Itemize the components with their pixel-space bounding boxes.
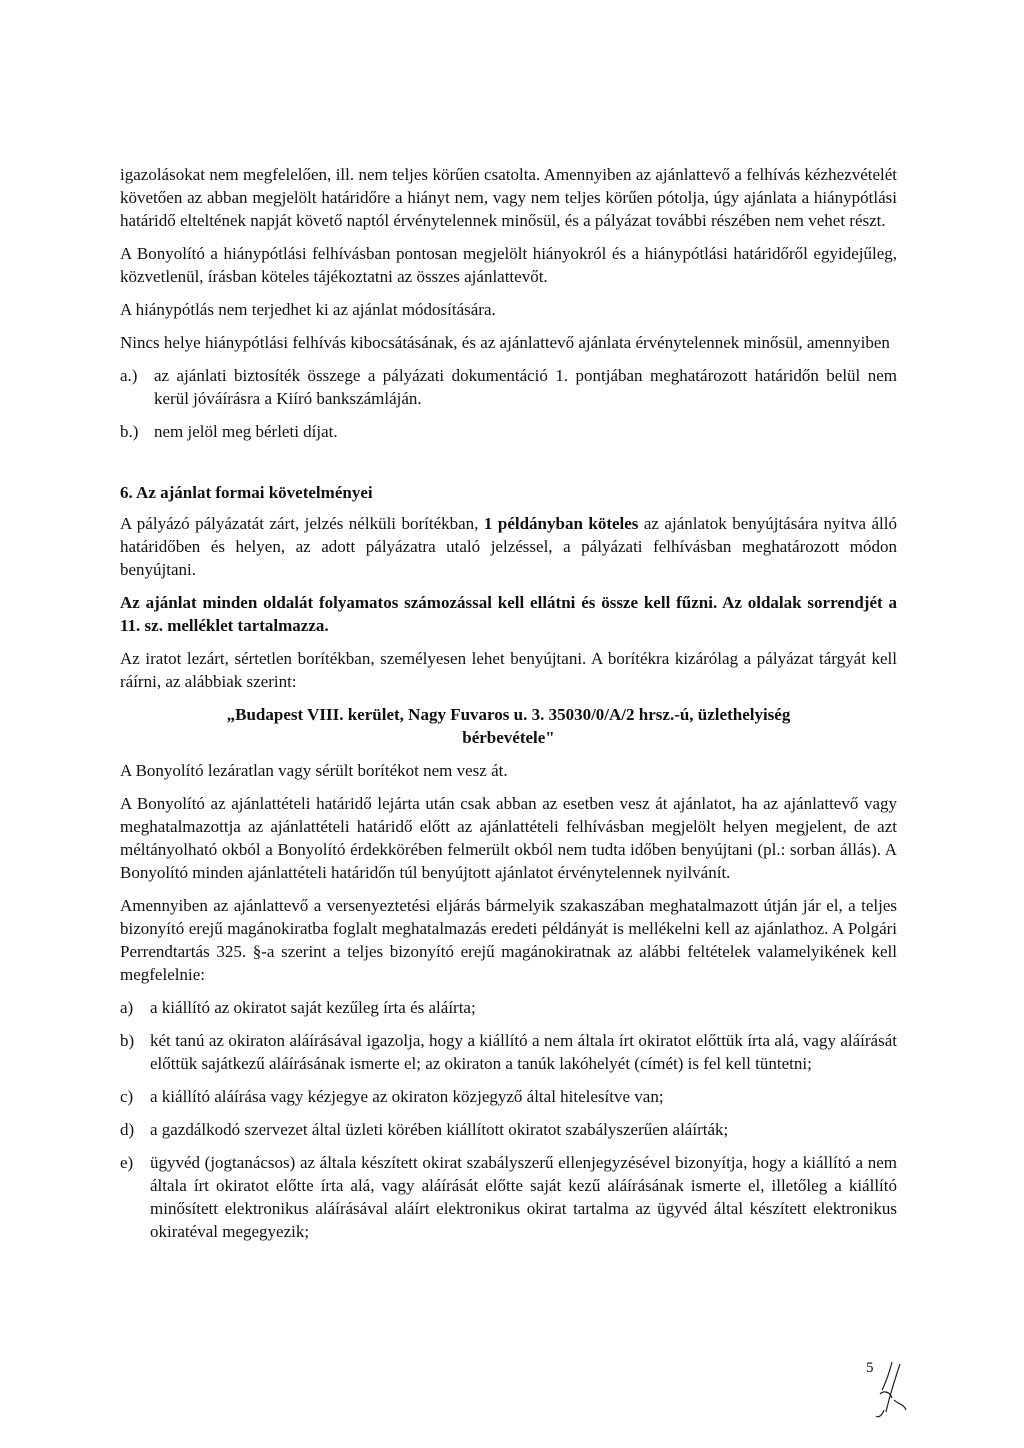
list-item-text: a gazdálkodó szervezet által üzleti körében kiállított okiratot szabályszerűen aláírták;: [150, 1120, 729, 1139]
paragraph-8: A Bonyolító lezáratlan vagy sérült borítékot nem vesz át.: [120, 761, 508, 780]
list-item-label: c): [120, 1087, 134, 1106]
list-item-text: két tanú az okiraton aláírásával igazolja, hogy a kiállító a nem általa írt okiratot előttük írta alá, vagy aláírását előttük sajátkezű aláírásának ismerte el; az okiraton a tanúk lakóhelyét (címét) is fel kell tüntetni;: [150, 1031, 897, 1073]
paragraph-5-end: az ajánlatok benyújtására nyitva álló határidőben és helyen, az adott pályázatra utaló jelzéssel, a pályázati felhívásban meghatározott módon benyújtani.: [120, 514, 898, 579]
list-item: [120, 996, 897, 1019]
condition-item-b: [120, 420, 897, 443]
paragraph-4: Nincs helye hiánypótlási felhívás kibocsátásának, és az ajánlattevő ajánlata érvénytelennek minősül, amennyiben: [120, 333, 890, 352]
paragraph-5-start: A pályázó pályázatát zárt, jelzés nélküli borítékban,: [120, 514, 484, 533]
paragraph-5: [120, 512, 897, 581]
document-body: [120, 163, 897, 1253]
condition-item-a: [120, 364, 897, 410]
list-item-label: b): [120, 1031, 135, 1050]
paragraph-10: Amennyiben az ajánlattevő a versenyeztetési eljárás bármelyik szakaszában meghatalmazott útján jár el, a teljes bizonyító erejű magánokiratba foglalt meghatalmazás eredeti példányát is mellékelni kell az ajánlathoz. A Polgári Perrendtartás 325. §-a szerint a teljes bizonyító erejű magánokiratnak az alábbi feltételek valamelyikének kell megfelelnie:: [120, 896, 897, 984]
condition-item-a-label: a.): [120, 366, 138, 385]
list-item-label: e): [120, 1153, 134, 1172]
paragraph-2: A Bonyolító a hiánypótlási felhívásban pontosan megjelölt hiányokról és a hiánypótlási határidőről egyidejűleg, közvetlenül, írásban köteles tájékoztatni az összes ajánlattevőt.: [120, 244, 897, 286]
paragraph-1: igazolásokat nem megfelelően, ill. nem teljes körűen csatolta. Amennyiben az ajánlattevő a felhívás kézhezvételét követően az abban megjelölt határidőre a hiányt nem, vagy nem teljes körűen pótolja, úgy ajánlata a hiánypótlási határidő elteltének napját követő naptól érvénytelennek minősül, és a pályázat további részében nem vehet részt.: [120, 165, 897, 230]
list-item-text: a kiállító az okiratot saját kezűleg írta és aláírta;: [150, 998, 476, 1017]
paragraph-5-bold: 1 példányban köteles: [483, 514, 639, 533]
envelope-label-line-1: „Budapest VIII. kerület, Nagy Fuvaros u. 3. 35030/0/A/2 hrsz.-ú, üzlethelyiség: [226, 705, 791, 724]
list-item: [120, 1151, 897, 1243]
list-item-label: a): [120, 998, 134, 1017]
list-item: [120, 1085, 897, 1108]
page-number: 5: [866, 1360, 874, 1376]
condition-item-b-label: b.): [120, 422, 139, 441]
handwritten-initials: [870, 1360, 920, 1420]
section-heading: 6. Az ajánlat formai követelményei: [120, 483, 373, 502]
list-item-label: d): [120, 1120, 135, 1139]
list-item: [120, 1118, 897, 1141]
list-item: [120, 1029, 897, 1075]
paragraph-9: A Bonyolító az ajánlattételi határidő lejárta után csak abban az esetben vesz át ajánlatot, ha az ajánlattevő vagy meghatalmazottja az ajánlattételi határidő előtt az ajánlattételi felhívásban megjelölt helyen megjelent, de azt méltányolható okból a Bonyolító érdekkörében felmerült okból nem tudta időben benyújtani (pl.: sorban állás). A Bonyolító minden ajánlattételi határidőn túl benyújtott ajánlatot érvénytelennek nyilvánít.: [120, 794, 897, 882]
condition-item-b-text: nem jelöl meg bérleti díjat.: [154, 422, 338, 441]
paragraph-3: A hiánypótlás nem terjedhet ki az ajánlat módosítására.: [120, 300, 496, 319]
condition-item-a-text: az ajánlati biztosíték összege a pályázati dokumentáció 1. pontjában meghatározott határidőn belül nem kerül jóváírásra a Kiíró bankszámláján.: [154, 366, 897, 408]
envelope-label-line-2: bérbevétele": [462, 728, 555, 747]
paragraph-7: Az iratot lezárt, sértetlen borítékban, személyesen lehet benyújtani. A borítékra kizárólag a pályázat tárgyát kell ráírni, az alábbiak szerint:: [120, 649, 897, 691]
envelope-label: [120, 703, 897, 749]
paragraph-6: Az ajánlat minden oldalát folyamatos számozással kell ellátni és össze kell fűzni. Az oldalak sorrendjét a 11. sz. melléklet tartalmazza.: [120, 593, 897, 635]
list-item-text: a kiállító aláírása vagy kézjegye az okiraton közjegyző által hitelesítve van;: [150, 1087, 664, 1106]
list-item-text: ügyvéd (jogtanácsos) az általa készített okirat szabályszerű ellenjegyzésével bizonyítja, hogy a kiállító a nem általa írt okiratot előtte írta alá, vagy aláírását előtte saját kezű aláírásának ismerte el, illetőleg a kiállító minősített elektronikus aláírásával aláírt elektronikus okirat tartalma az ügyvéd által készített elektronikus okiratéval megegyezik;: [150, 1153, 897, 1241]
